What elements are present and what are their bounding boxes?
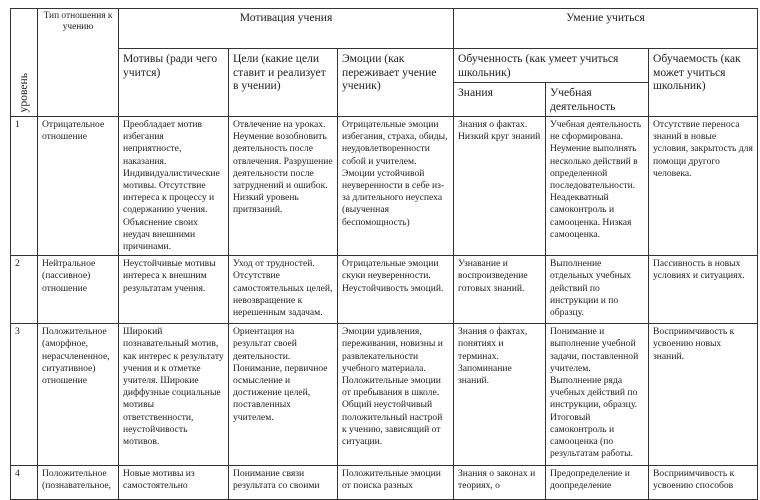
cell-knowledge: Знания о законах и теориях, о <box>454 466 546 500</box>
header-learnability: Обучаемость (как может учиться школьник) <box>649 49 758 117</box>
cell-motives: Широкий познавательный мотив, как интерес к результату учения и к отметке учителя. Широкие диффузные социальные мотивы ответственности, неустойчивость мотивов. <box>119 324 229 466</box>
header-knowledge: Знания <box>454 83 546 117</box>
cell-activity: Учебная деятельность не сформирована. Неумение выполнять несколько действий в определенной последовательности. Неадекватный самоконтроль и самооценка. Низкая самооценка. <box>546 117 649 256</box>
cell-type: Отрицательное отношение <box>38 117 119 256</box>
cell-learnability: Отсутствие переноса знаний в новые условия, закрытость для помощи другого человека. <box>649 117 758 256</box>
cell-activity: Понимание и выполнение учебной задачи, поставленной учителем. Выполнение ряда учебных действий по инструкции, образцу. Итоговый самоконтроль и самооценка (по результатам работы. <box>546 324 649 466</box>
cell-activity: Предопределение и доопределение <box>546 466 649 500</box>
cell-activity: Выполнение отдельных учебных действий по инструкции и по образцу. <box>546 256 649 324</box>
header-learning-ability: Умение учиться <box>454 9 758 49</box>
table-row <box>11 117 758 256</box>
cell-level: 3 <box>11 324 38 466</box>
header-level <box>11 9 38 117</box>
cell-motives: Новые мотивы из самостоятельно <box>119 466 229 500</box>
header-attitude-type: Тип отношения к учению <box>38 9 119 117</box>
header-level-label: уровень <box>17 72 30 112</box>
header-goals: Цели (какие цели ставит и реализует в учении) <box>229 49 338 117</box>
cell-learnability: Пассивность в новых условиях и ситуациях. <box>649 256 758 324</box>
cell-learnability: Восприимчивость к усвоению новых знаний. <box>649 324 758 466</box>
cell-level: 1 <box>11 117 38 256</box>
cell-goals: Уход от трудностей. Отсутствие самостоятельных целей, невозвращение к нерешенным задачам. <box>229 256 338 324</box>
header-emotions: Эмоции (как переживает учение ученик) <box>338 49 454 117</box>
table-row <box>11 256 758 324</box>
cell-goals: Отвлечение на уроках. Неумение возобновить деятельность после отвлечения. Разрушение деятельности после затруднений и ошибок. Низкий уровень притязаний. <box>229 117 338 256</box>
cell-knowledge: Знания о фактах, понятиях и терминах. Запоминание знаний. <box>454 324 546 466</box>
cell-emotions: Отрицательные эмоции скуки неуверенности. Неустойчивость эмоций. <box>338 256 454 324</box>
table-row <box>11 324 758 466</box>
cell-knowledge: Узнавание и воспроизведение готовых знаний. <box>454 256 546 324</box>
cell-motives: Неустойчивые мотивы интереса к внешним результатам учения. <box>119 256 229 324</box>
cell-level: 2 <box>11 256 38 324</box>
cell-emotions: Эмоции удивления, переживания, новизны и развлекательности учебного материала. Положительные эмоции от пребывания в школе. Общий неустойчивый положительный настрой к учению, зависящий от ситуации. <box>338 324 454 466</box>
header-learnedness: Обученность (как умеет учиться школьник) <box>454 49 649 83</box>
cell-type: Положительное (познавательное, <box>38 466 119 500</box>
header-activity: Учебная деятельность <box>546 83 649 117</box>
header-motivation: Мотивация учения <box>119 9 454 49</box>
learning-attitude-table <box>10 8 758 500</box>
cell-goals: Понимание связи результата со своими <box>229 466 338 500</box>
cell-emotions: Отрицательные эмоции избегания, страха, обиды, неудовлетворенности собой и учителем. Эмоции устойчивой неуверенности в себе из-за длительного неуспеха (выученная беспомощность) <box>338 117 454 256</box>
cell-type: Нейтральное (пассивное) отношение <box>38 256 119 324</box>
cell-motives: Преобладает мотив избегания неприятносте, наказания. Индивидуалистические мотивы. Отсутствие интереса к процессу и содержанию учения. Объяснение своих неудач внешними причинами. <box>119 117 229 256</box>
cell-emotions: Положительные эмоции от поиска разных <box>338 466 454 500</box>
cell-level: 4 <box>11 466 38 500</box>
table-row <box>11 466 758 500</box>
cell-knowledge: Знания о фактах. Низкий круг знаний <box>454 117 546 256</box>
cell-goals: Ориентация на результат своей деятельности. Понимание, первичное осмысление и достижение целей, поставленных учителем. <box>229 324 338 466</box>
cell-type: Положительное (аморфное, нерасчлененное, ситуативное) отношение <box>38 324 119 466</box>
header-motives: Мотивы (ради чего учится) <box>119 49 229 117</box>
cell-learnability: Восприимчивость к усвоению способов <box>649 466 758 500</box>
